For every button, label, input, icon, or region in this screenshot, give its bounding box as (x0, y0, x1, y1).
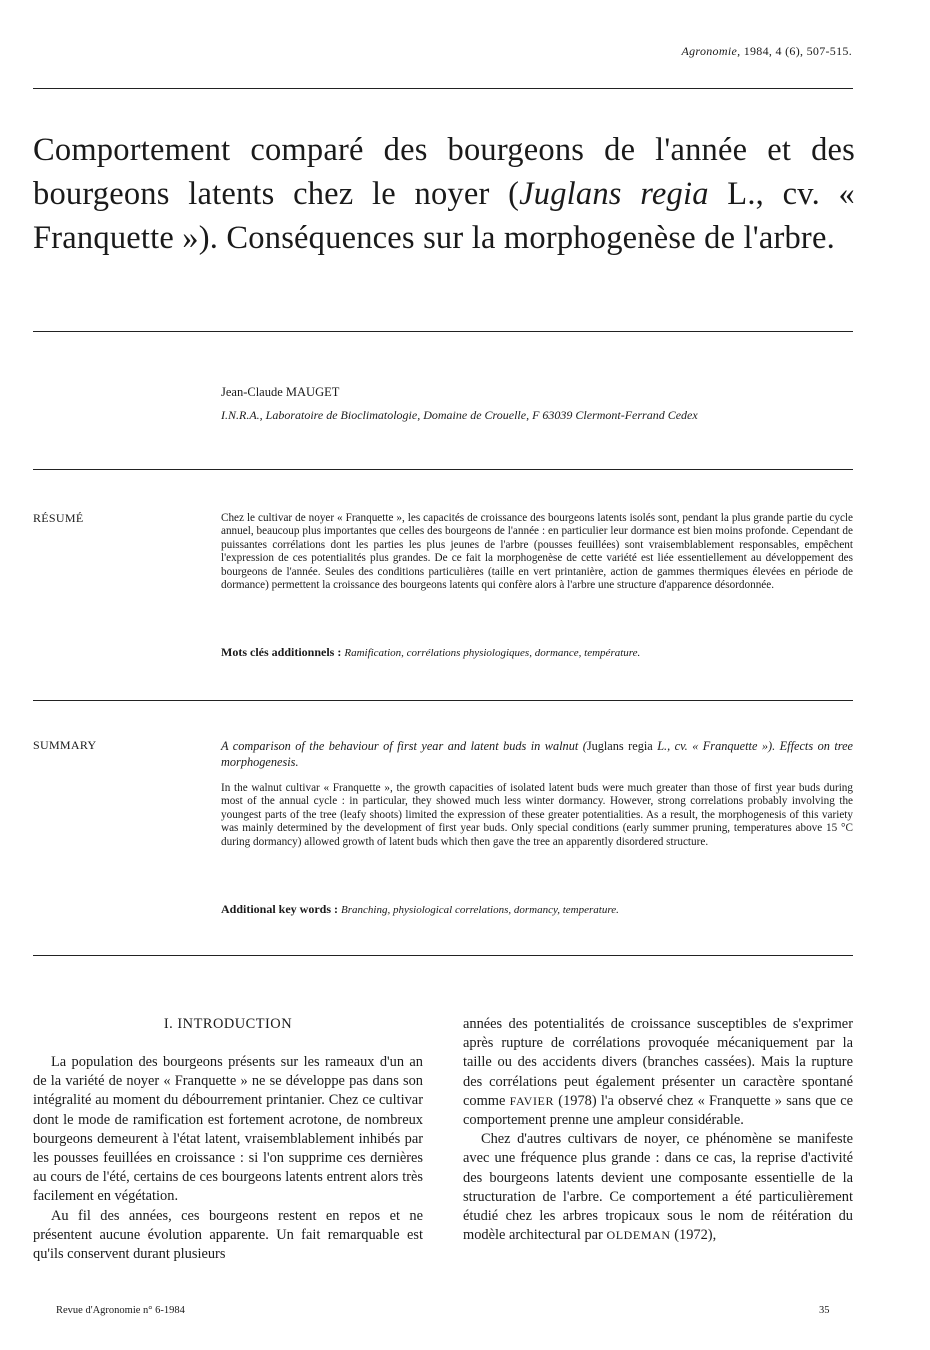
title-species: Juglans regia (519, 176, 709, 212)
resume-label: RÉSUMÉ (33, 511, 84, 525)
citation-oldeman: OLDEMAN (606, 1228, 671, 1243)
resume-rule (33, 700, 853, 701)
summary-title: A comparison of the behaviour of first year and latent buds in walnut (Juglans regia L., cv. « Franquette »). Effects on tree morphogenesis. (221, 739, 854, 769)
intro-paragraph-3: années des potentialités de croissance susceptibles de s'exprimer après rupture de corrélations provoquée mécaniquement par la taille ou des accidents divers (branches cassées). Mais la rupture des corrélations peut également présenter un caractère spontané comme FAVIER (1978) l'a observé chez « Franquette » sans que ce comportement prenne une ampleur considérable. (463, 1016, 853, 1129)
top-rule (33, 88, 853, 89)
resume-keywords-list: Ramification, corrélations physiologiques, dormance, température. (344, 647, 641, 659)
footer-journal: Revue d'Agronomie n° 6-1984 (56, 1305, 185, 1316)
resume-keywords (221, 645, 853, 660)
resume-text: Chez le cultivar de noyer « Franquette », les capacités de croissance des bourgeons latents isolés sont, pendant la plus grande partie du cycle annuel, beaucoup plus importantes que celles des bourgeons de l'année : en particulier leur dormance est bien moins profonde. Cependant de puissantes corrélations dont les parties les plus jeunes de l'arbre (pousses feuillées) sont vraisemblablement responsables, empêchent l'expression de ces potentialités plus grandes. De ce fait la morphogenèse de cette variété est liée essentiellement au développement des bourgeons de l'année. Seules des conditions particulières (taille en vert printanière, action de gammes thermiques élevées en période de dormance) permettent la croissance des bourgeons latents qui confère alors à l'arbre une structure d'apparence désordonnée. (221, 512, 853, 592)
author-rule (33, 469, 853, 470)
summary-text: In the walnut cultivar « Franquette », the growth capacities of isolated latent buds were much greater than those of first year buds during most of the annual cycle : in particular, they showed much less winter dormancy. However, strong correlations probably involving the youngest parts of the tree (leafy shoots) limited the expression of these greater potentialities. As a result, the morphogenesis of this variety was mainly determined by the development of first year buds. Only special conditions (early summer pruning, temperatures above 15 °C during dormancy) allowed growth of latent buds which then gave the tree an apparently disordered structure. (221, 782, 853, 848)
article-title: Comportement comparé des bourgeons de l'année et des bourgeons latents chez le noyer (Juglans regia L., cv. « Franquette »). Conséquences sur la morphogenèse de l'arbre. (33, 132, 855, 256)
intro-paragraph-4: Chez d'autres cultivars de noyer, ce phénomène se manifeste avec une fréquence plus grande : dans ce cas, la reprise d'activité des bourgeons latents devient une composante essentielle de la structuration de l'arbre. Ce comportement a été particulièrement étudié chez les arbres tropicaux sous le nom de réitération du modèle architectural par OLDEMAN (1972), (463, 1131, 853, 1244)
title-rule (33, 331, 853, 332)
author: Jean-Claude MAUGET (221, 385, 340, 399)
affiliation: I.N.R.A., Laboratoire de Bioclimatologie, Domaine de Crouelle, F 63039 Clermont-Ferrand Cedex (221, 408, 698, 422)
summary-rule (33, 955, 853, 956)
right-column (463, 1015, 853, 1245)
journal-details: 1984, 4 (6), 507-515. (743, 44, 852, 58)
page-number: 35 (819, 1305, 830, 1316)
summary-keywords-label: Additional key words : (221, 902, 339, 916)
intro-paragraph-2: Au fil des années, ces bourgeons restent en repos et ne présentent aucune évolution apparente. Un fait remarquable est qu'ils conservent durant plusieurs (33, 1207, 423, 1263)
summary-label: SUMMARY (33, 738, 97, 752)
section-heading: I. INTRODUCTION (163, 1016, 293, 1032)
left-column (33, 1053, 423, 1264)
summary-keywords-list: Branching, physiological correlations, dormancy, temperature. (341, 904, 619, 916)
intro-paragraph-1: La population des bourgeons présents sur les rameaux d'un an de la variété de noyer « Franquette » ne se développe pas dans son intégralité au moment du débourrement printanier. Chez ce cultivar dont le mode de ramification est fortement acrotone, de nombreux bourgeons demeurent à l'état latent, vraisemblablement inhibés par les pousses feuillées en croissance : si l'on supprime ces dernières au cours de l'été, certains de ces bourgeons latents entrent alors très facilement en végétation. (33, 1054, 423, 1205)
journal-citation (682, 44, 853, 59)
summary-title-species: Juglans regia (586, 739, 653, 753)
summary-keywords (221, 902, 853, 917)
citation-favier: FAVIER (509, 1093, 555, 1108)
journal-name: Agronomie, (681, 44, 741, 58)
resume-keywords-label: Mots clés additionnels : (221, 645, 342, 659)
